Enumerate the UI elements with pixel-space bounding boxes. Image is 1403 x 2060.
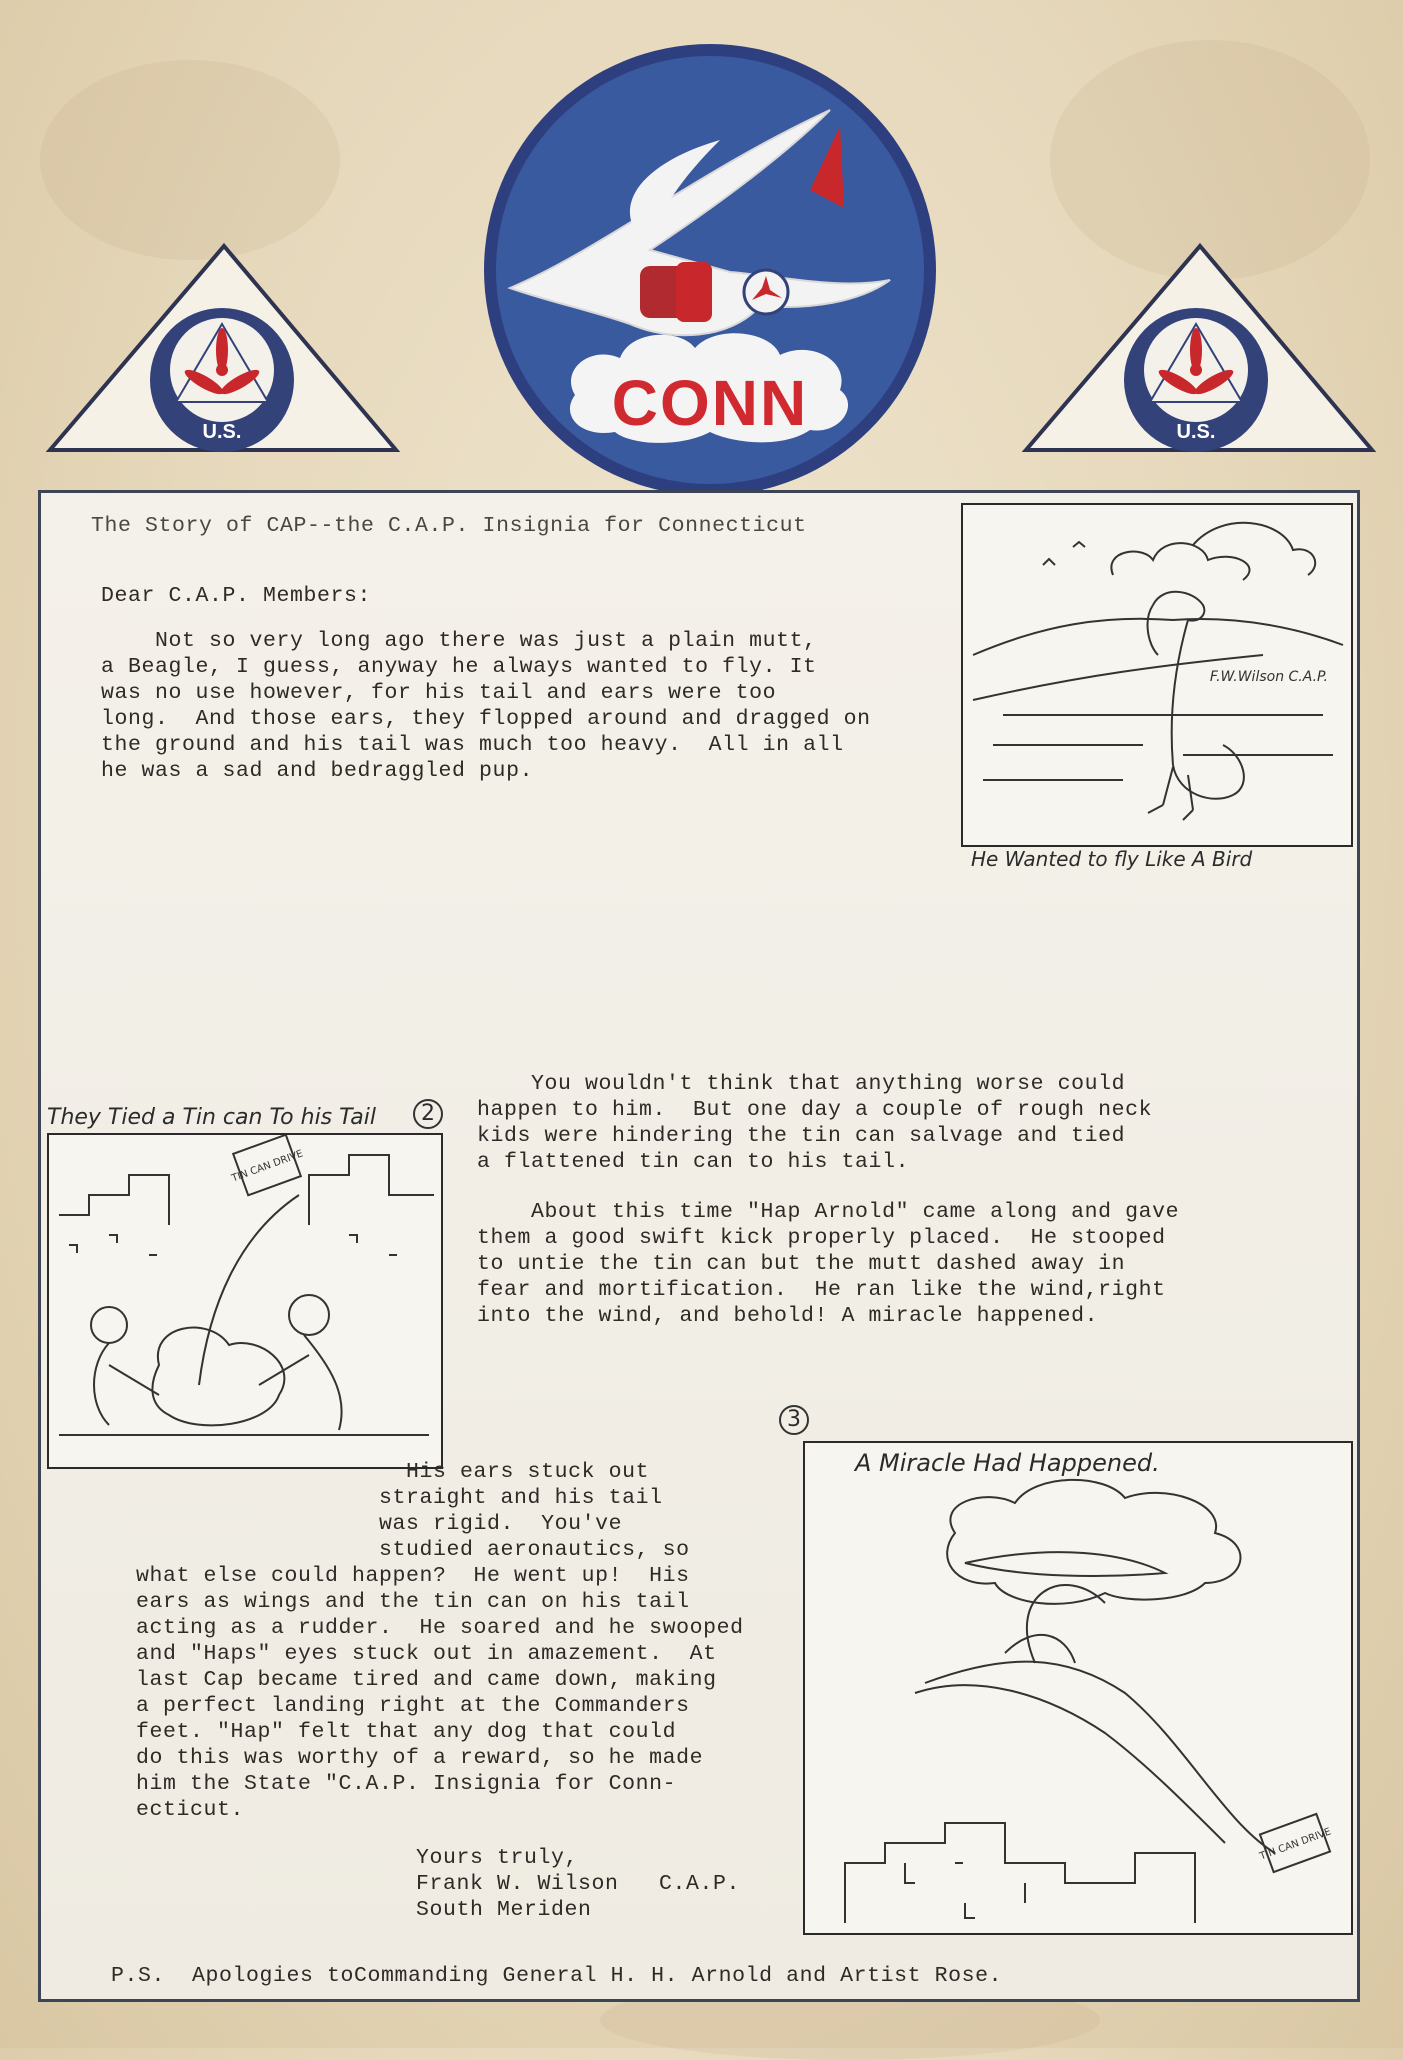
panel-1-caption: He Wanted to fly Like A Bird xyxy=(971,847,1253,871)
panel-2-number: 2 xyxy=(413,1099,443,1129)
tin-can-label: TIN CAN DRIVE xyxy=(230,1148,305,1185)
cap-emblem-left xyxy=(44,242,404,454)
panel-signature: F.W.Wilson C.A.P. xyxy=(1209,669,1328,685)
letter-paragraph-4: His ears stuck out straight and his tail was rigid. You've studied aeronautics, so what else could happen? He went up! His ears as wings and the tin can on his tail acting as a rudder. He soared and he swooped and "Haps" eyes stuck out in amazement. At last Cap became tired and came down, making a perfect landing right at the Commanders feet. "Hap" felt that any dog that could do this was worthy of a reward, so he made him the State "C.A.P. Insignia for Conn- ecticut. xyxy=(136,1460,744,1822)
panel-2-caption: They Tied a Tin can To his Tail xyxy=(47,1105,376,1130)
letter-paragraph-2: You wouldn't think that anything worse could happen to him. But one day a couple of rough neck kids were hindering the tin can salvage and tied a flattened tin can to his tail. xyxy=(477,1072,1153,1174)
comic-panel-1 xyxy=(961,503,1353,847)
emblem-label: U.S. xyxy=(1176,421,1216,443)
paper-stain xyxy=(40,60,340,260)
patch-label: CONN xyxy=(611,367,809,439)
tin-can-label: TIN CAN DRIVE xyxy=(1258,1826,1333,1863)
flying-dog-drawing xyxy=(805,1443,1350,1932)
comic-panel-3 xyxy=(803,1441,1353,1935)
panel-3-caption: A Miracle Had Happened. xyxy=(855,1449,1160,1477)
letter-header: The Story of CAP--the C.A.P. Insignia for Connecticut xyxy=(91,514,807,538)
letter-paragraph-3: About this time "Hap Arnold" came along and gave them a good swift kick properly placed. He stooped to untie the tin can but the mutt dashed away in fear and mortification. He ran like the wind,right into the wind, and behold! A miracle happened. xyxy=(477,1200,1180,1328)
dog-sitting-drawing xyxy=(963,505,1350,844)
letter-closing: Yours truly, Frank W. Wilson C.A.P. South Meriden xyxy=(416,1846,741,1922)
letter-paragraph-1: Not so very long ago there was just a plain mutt, a Beagle, I guess, anyway he always wanted to fly. It was no use however, for his tail and ears were too long. And those ears, they flopped around and dragged on the ground and his tail was much too heavy. All in all he was a sad and bedraggled pup. xyxy=(101,629,871,783)
letter-postscript: P.S. Apologies toCommanding General H. H. Arnold and Artist Rose. xyxy=(111,1964,1003,1988)
conn-patch xyxy=(480,40,940,500)
kids-tie-can-drawing xyxy=(49,1135,440,1466)
letter-greeting: Dear C.A.P. Members: xyxy=(101,584,372,608)
letter-sheet xyxy=(38,490,1360,2002)
emblem-label: U.S. xyxy=(202,421,242,443)
comic-panel-2 xyxy=(47,1133,443,1469)
panel-3-number: 3 xyxy=(779,1405,809,1435)
cap-emblem-right xyxy=(1020,242,1380,454)
